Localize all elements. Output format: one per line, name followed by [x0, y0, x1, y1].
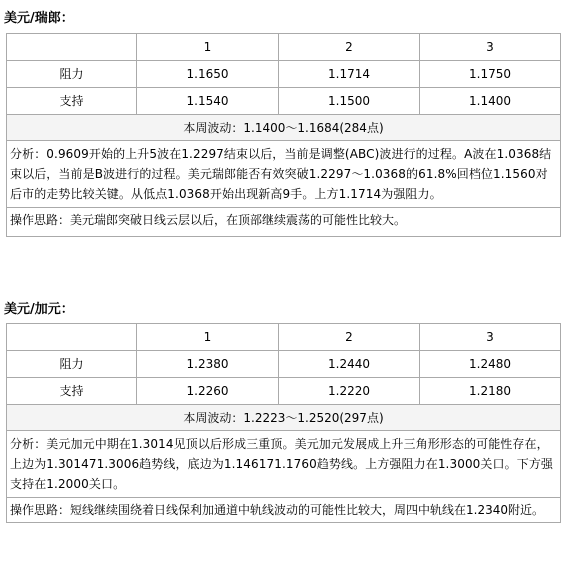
levels-table-usdcad — [6, 323, 561, 523]
levels-table-usdchf — [6, 33, 561, 237]
resistance-value-1: 1.2380 — [137, 351, 279, 378]
weekly-range: 本周波动：1.1400～1.1684(284点) — [7, 115, 561, 141]
resistance-value-3: 1.2480 — [420, 351, 561, 378]
section-title-usdchf: 美元/瑞郎： — [4, 11, 74, 26]
table-row-strategy — [7, 208, 561, 237]
table-row-support — [7, 88, 561, 115]
support-value-2: 1.2220 — [279, 378, 420, 405]
header-cell-2: 2 — [279, 34, 420, 61]
header-cell-2: 2 — [279, 324, 420, 351]
table-row-analysis — [7, 141, 561, 208]
row-label-support: 支持 — [7, 378, 137, 405]
support-value-1: 1.1540 — [137, 88, 279, 115]
header-cell-blank — [7, 324, 137, 351]
support-value-2: 1.1500 — [279, 88, 420, 115]
header-cell-blank — [7, 34, 137, 61]
resistance-value-2: 1.1714 — [279, 61, 420, 88]
table-header-row — [7, 34, 561, 61]
table-row-weekly-range — [7, 405, 561, 431]
analysis-text: 分析：0.9609开始的上升5波在1.2297结束以后，当前是调整(ABC)波进行的过程。A波在1.0368结束以后，当前是B波进行的过程。美元瑞郎能否有效突破1.2297～1.0368的61.8%回档位1.1560对后市的走势比较关键。从低点1.0368开始出现新高9手。上方1.1714为强阻力。 — [7, 141, 561, 208]
table-row-resistance — [7, 61, 561, 88]
row-label-support: 支持 — [7, 88, 137, 115]
table-row-analysis — [7, 431, 561, 498]
weekly-range: 本周波动：1.2223～1.2520(297点) — [7, 405, 561, 431]
table-row-resistance — [7, 351, 561, 378]
analysis-text: 分析：美元加元中期在1.3014见顶以后形成三重顶。美元加元发展成上升三角形形态的可能性存在，上边为1.301471.3006趋势线，底边为1.146171.1760趋势线。上方强阻力在1.3000关口。下方强支持在1.2000关口。 — [7, 431, 561, 498]
section-title-usdcad: 美元/加元： — [4, 302, 74, 317]
header-cell-1: 1 — [137, 34, 279, 61]
header-cell-1: 1 — [137, 324, 279, 351]
header-cell-3: 3 — [420, 324, 561, 351]
table-row-support — [7, 378, 561, 405]
row-label-resistance: 阻力 — [7, 351, 137, 378]
support-value-3: 1.2180 — [420, 378, 561, 405]
resistance-value-2: 1.2440 — [279, 351, 420, 378]
resistance-value-1: 1.1650 — [137, 61, 279, 88]
support-value-3: 1.1400 — [420, 88, 561, 115]
strategy-text: 操作思路：美元瑞郎突破日线云层以后，在顶部继续震荡的可能性比较大。 — [7, 208, 561, 237]
strategy-text: 操作思路：短线继续围绕着日线保利加通道中轨线波动的可能性比较大，周四中轨线在1.2340附近。 — [7, 498, 561, 523]
table-row-weekly-range — [7, 115, 561, 141]
table-header-row — [7, 324, 561, 351]
resistance-value-3: 1.1750 — [420, 61, 561, 88]
support-value-1: 1.2260 — [137, 378, 279, 405]
header-cell-3: 3 — [420, 34, 561, 61]
row-label-resistance: 阻力 — [7, 61, 137, 88]
table-row-strategy — [7, 498, 561, 523]
